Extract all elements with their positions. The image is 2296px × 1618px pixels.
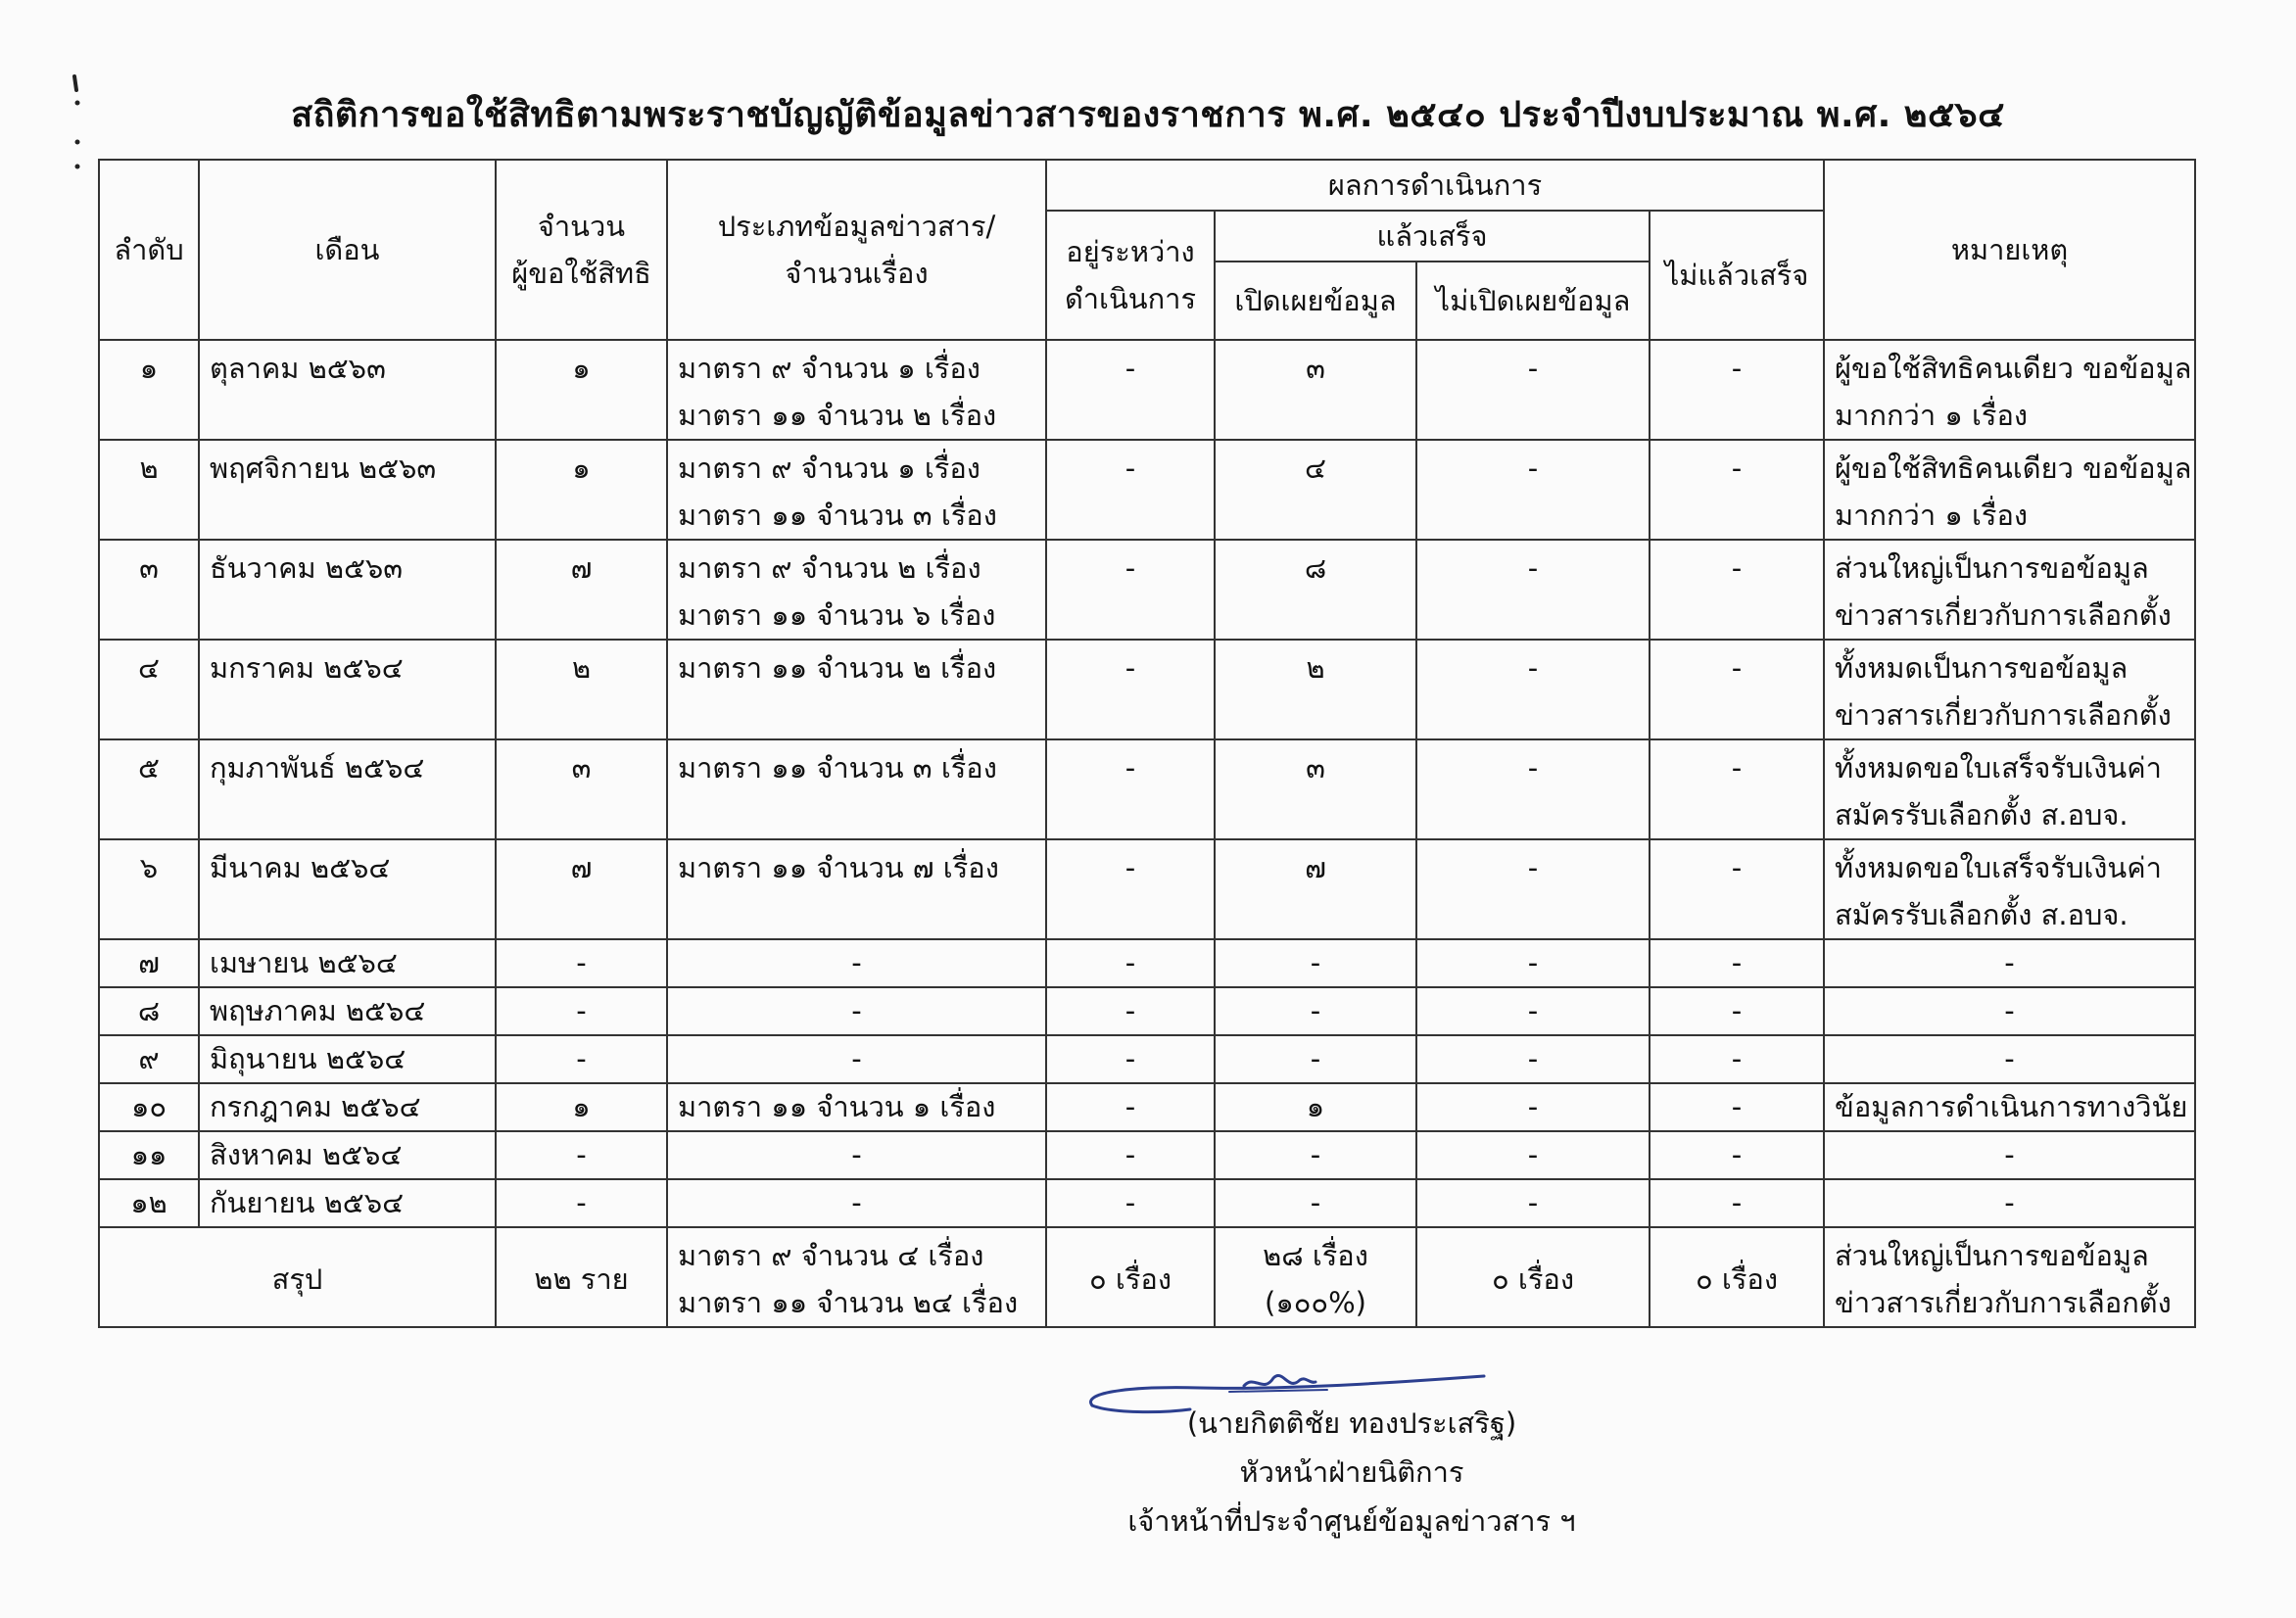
cell-inprogress: - bbox=[1046, 1083, 1215, 1131]
cell-not-done: - bbox=[1650, 839, 1824, 939]
cell-no: ๔ bbox=[99, 640, 199, 739]
cell-not-disclosed: - bbox=[1416, 987, 1650, 1035]
signer-position: หัวหน้าฝ่ายนิติการ bbox=[1239, 1455, 1464, 1489]
cell-count: ๑ bbox=[496, 340, 667, 440]
cell-inprogress: - bbox=[1046, 640, 1215, 739]
cell-remark: ผู้ขอใช้สิทธิคนเดียว ขอข้อมูล มากกว่า ๑ เรื่อง bbox=[1824, 440, 2195, 540]
cell-month: มีนาคม ๒๕๖๔ bbox=[199, 839, 496, 939]
cell-month: ตุลาคม ๒๕๖๓ bbox=[199, 340, 496, 440]
cell-month: เมษายน ๒๕๖๔ bbox=[199, 939, 496, 987]
cell-no: ๑ bbox=[99, 340, 199, 440]
signature-block bbox=[1028, 1399, 1675, 1546]
header-inprogress bbox=[1046, 211, 1215, 340]
cell-count: ๗ bbox=[496, 540, 667, 640]
cell-inprogress: - bbox=[1046, 839, 1215, 939]
cell-not-done: - bbox=[1650, 939, 1824, 987]
cell-remark: - bbox=[1824, 1035, 2195, 1083]
cell-not-done: - bbox=[1650, 440, 1824, 540]
cell-disclosed: - bbox=[1215, 1035, 1416, 1083]
cell-not-disclosed: - bbox=[1416, 739, 1650, 839]
cell-not-disclosed: - bbox=[1416, 340, 1650, 440]
signer-role: เจ้าหน้าที่ประจำศูนย์ข้อมูลข่าวสาร ฯ bbox=[1127, 1504, 1576, 1538]
cell-type: - bbox=[667, 987, 1046, 1035]
summary-type: มาตรา ๙ จำนวน ๔ เรื่อง มาตรา ๑๑ จำนวน ๒๔ เรื่อง bbox=[667, 1227, 1046, 1327]
header-not-disclosed: ไม่เปิดเผยข้อมูล bbox=[1416, 262, 1650, 340]
cell-inprogress: - bbox=[1046, 987, 1215, 1035]
table-row bbox=[99, 1179, 2195, 1227]
statistics-table bbox=[98, 159, 2196, 1328]
cell-disclosed: - bbox=[1215, 939, 1416, 987]
cell-not-done: - bbox=[1650, 1179, 1824, 1227]
cell-not-disclosed: - bbox=[1416, 1131, 1650, 1179]
header-type-line1: ประเภทข้อมูลข่าวสาร/ bbox=[717, 210, 996, 243]
cell-not-disclosed: - bbox=[1416, 540, 1650, 640]
cell-type: - bbox=[667, 1131, 1046, 1179]
cell-count: ๒ bbox=[496, 640, 667, 739]
cell-disclosed: ๓ bbox=[1215, 739, 1416, 839]
cell-remark: - bbox=[1824, 1131, 2195, 1179]
cell-disclosed: - bbox=[1215, 1131, 1416, 1179]
cell-type: มาตรา ๑๑ จำนวน ๗ เรื่อง bbox=[667, 839, 1046, 939]
cell-month: มิถุนายน ๒๕๖๔ bbox=[199, 1035, 496, 1083]
cell-remark: - bbox=[1824, 987, 2195, 1035]
header-not-done: ไม่แล้วเสร็จ bbox=[1650, 211, 1824, 340]
cell-inprogress: - bbox=[1046, 540, 1215, 640]
cell-disclosed: ๑ bbox=[1215, 1083, 1416, 1131]
cell-no: ๑๒ bbox=[99, 1179, 199, 1227]
cell-inprogress: - bbox=[1046, 1035, 1215, 1083]
table-row bbox=[99, 540, 2195, 640]
table-row bbox=[99, 1131, 2195, 1179]
cell-not-disclosed: - bbox=[1416, 1083, 1650, 1131]
cell-remark: ข้อมูลการดำเนินการทางวินัย bbox=[1824, 1083, 2195, 1131]
summary-row bbox=[99, 1227, 2195, 1327]
table-row bbox=[99, 1083, 2195, 1131]
cell-not-disclosed: - bbox=[1416, 839, 1650, 939]
table-row bbox=[99, 640, 2195, 739]
cell-not-done: - bbox=[1650, 1035, 1824, 1083]
cell-type: - bbox=[667, 1035, 1046, 1083]
cell-not-disclosed: - bbox=[1416, 1179, 1650, 1227]
header-inprogress-line2: ดำเนินการ bbox=[1064, 282, 1197, 315]
header-type bbox=[667, 160, 1046, 340]
cell-inprogress: - bbox=[1046, 939, 1215, 987]
summary-remark: ส่วนใหญ่เป็นการขอข้อมูล ข่าวสารเกี่ยวกับการเลือกตั้ง bbox=[1824, 1227, 2195, 1327]
cell-inprogress: - bbox=[1046, 340, 1215, 440]
cell-type: - bbox=[667, 939, 1046, 987]
summary-not-done: ๐ เรื่อง bbox=[1650, 1227, 1824, 1327]
cell-type: มาตรา ๙ จำนวน ๑ เรื่อง มาตรา ๑๑ จำนวน ๒ เรื่อง bbox=[667, 340, 1046, 440]
header-count-line1: จำนวน bbox=[537, 210, 626, 243]
cell-type: มาตรา ๑๑ จำนวน ๒ เรื่อง bbox=[667, 640, 1046, 739]
cell-not-done: - bbox=[1650, 1083, 1824, 1131]
header-done: แล้วเสร็จ bbox=[1215, 211, 1650, 262]
header-result: ผลการดำเนินการ bbox=[1046, 160, 1824, 211]
header-disclosed: เปิดเผยข้อมูล bbox=[1215, 262, 1416, 340]
cell-inprogress: - bbox=[1046, 739, 1215, 839]
cell-inprogress: - bbox=[1046, 1131, 1215, 1179]
header-type-line2: จำนวนเรื่อง bbox=[785, 257, 929, 290]
cell-remark: ทั้งหมดเป็นการขอข้อมูล ข่าวสารเกี่ยวกับการเลือกตั้ง bbox=[1824, 640, 2195, 739]
cell-inprogress: - bbox=[1046, 440, 1215, 540]
cell-disclosed: ๒ bbox=[1215, 640, 1416, 739]
cell-remark: ทั้งหมดขอใบเสร็จรับเงินค่า สมัครรับเลือกตั้ง ส.อบจ. bbox=[1824, 839, 2195, 939]
cell-not-done: - bbox=[1650, 739, 1824, 839]
header-inprogress-line1: อยู่ระหว่าง bbox=[1066, 235, 1195, 268]
summary-count: ๒๒ ราย bbox=[496, 1227, 667, 1327]
summary-not-disclosed: ๐ เรื่อง bbox=[1416, 1227, 1650, 1327]
cell-type: - bbox=[667, 1179, 1046, 1227]
cell-remark: ผู้ขอใช้สิทธิคนเดียว ขอข้อมูล มากกว่า ๑ เรื่อง bbox=[1824, 340, 2195, 440]
cell-month: สิงหาคม ๒๕๖๔ bbox=[199, 1131, 496, 1179]
cell-not-disclosed: - bbox=[1416, 1035, 1650, 1083]
cell-no: ๑๐ bbox=[99, 1083, 199, 1131]
table-row bbox=[99, 987, 2195, 1035]
cell-no: ๙ bbox=[99, 1035, 199, 1083]
cell-count: - bbox=[496, 987, 667, 1035]
table-row bbox=[99, 1035, 2195, 1083]
cell-no: ๑๑ bbox=[99, 1131, 199, 1179]
header-row-1 bbox=[99, 160, 2195, 211]
cell-month: พฤษภาคม ๒๕๖๔ bbox=[199, 987, 496, 1035]
cell-not-disclosed: - bbox=[1416, 640, 1650, 739]
table-row bbox=[99, 739, 2195, 839]
cell-no: ๗ bbox=[99, 939, 199, 987]
cell-disclosed: ๔ bbox=[1215, 440, 1416, 540]
cell-month: กันยายน ๒๕๖๔ bbox=[199, 1179, 496, 1227]
cell-not-done: - bbox=[1650, 640, 1824, 739]
cell-count: ๓ bbox=[496, 739, 667, 839]
cell-remark: ส่วนใหญ่เป็นการขอข้อมูล ข่าวสารเกี่ยวกับการเลือกตั้ง bbox=[1824, 540, 2195, 640]
table-row bbox=[99, 939, 2195, 987]
cell-not-done: - bbox=[1650, 1131, 1824, 1179]
header-remark: หมายเหตุ bbox=[1824, 160, 2195, 340]
cell-count: ๗ bbox=[496, 839, 667, 939]
summary-inprogress: ๐ เรื่อง bbox=[1046, 1227, 1215, 1327]
cell-month: ธันวาคม ๒๕๖๓ bbox=[199, 540, 496, 640]
cell-disclosed: ๘ bbox=[1215, 540, 1416, 640]
cell-month: กรกฎาคม ๒๕๖๔ bbox=[199, 1083, 496, 1131]
header-no: ลำดับ bbox=[99, 160, 199, 340]
cell-disclosed: ๗ bbox=[1215, 839, 1416, 939]
cell-count: - bbox=[496, 1035, 667, 1083]
cell-disclosed: ๓ bbox=[1215, 340, 1416, 440]
cell-no: ๓ bbox=[99, 540, 199, 640]
cell-disclosed: - bbox=[1215, 987, 1416, 1035]
page-title: สถิติการขอใช้สิทธิตามพระราชบัญญัติข้อมูลข่าวสารของราชการ พ.ศ. ๒๕๔๐ ประจำปีงบประมาณ พ.ศ. ๒๕๖๔ bbox=[291, 95, 2005, 135]
cell-remark: ทั้งหมดขอใบเสร็จรับเงินค่า สมัครรับเลือกตั้ง ส.อบจ. bbox=[1824, 739, 2195, 839]
cell-month: มกราคม ๒๕๖๔ bbox=[199, 640, 496, 739]
header-month: เดือน bbox=[199, 160, 496, 340]
cell-type: มาตรา ๑๑ จำนวน ๓ เรื่อง bbox=[667, 739, 1046, 839]
table-row bbox=[99, 340, 2195, 440]
header-count-line2: ผู้ขอใช้สิทธิ bbox=[511, 257, 651, 290]
summary-disclosed: ๒๘ เรื่อง (๑๐๐%) bbox=[1215, 1227, 1416, 1327]
cell-remark: - bbox=[1824, 1179, 2195, 1227]
summary-label: สรุป bbox=[99, 1227, 496, 1327]
cell-not-disclosed: - bbox=[1416, 939, 1650, 987]
cell-count: - bbox=[496, 1131, 667, 1179]
cell-not-done: - bbox=[1650, 540, 1824, 640]
signer-name: (นายกิตติชัย ทองประเสริฐ) bbox=[1186, 1406, 1517, 1440]
cell-no: ๕ bbox=[99, 739, 199, 839]
cell-disclosed: - bbox=[1215, 1179, 1416, 1227]
table-row bbox=[99, 440, 2195, 540]
cell-not-done: - bbox=[1650, 340, 1824, 440]
cell-remark: - bbox=[1824, 939, 2195, 987]
cell-count: ๑ bbox=[496, 440, 667, 540]
cell-inprogress: - bbox=[1046, 1179, 1215, 1227]
cell-type: มาตรา ๙ จำนวน ๑ เรื่อง มาตรา ๑๑ จำนวน ๓ เรื่อง bbox=[667, 440, 1046, 540]
cell-no: ๖ bbox=[99, 839, 199, 939]
cell-no: ๘ bbox=[99, 987, 199, 1035]
cell-type: มาตรา ๑๑ จำนวน ๑ เรื่อง bbox=[667, 1083, 1046, 1131]
table-row bbox=[99, 839, 2195, 939]
cell-no: ๒ bbox=[99, 440, 199, 540]
header-count bbox=[496, 160, 667, 340]
cell-type: มาตรา ๙ จำนวน ๒ เรื่อง มาตรา ๑๑ จำนวน ๖ เรื่อง bbox=[667, 540, 1046, 640]
cell-month: กุมภาพันธ์ ๒๕๖๔ bbox=[199, 739, 496, 839]
cell-month: พฤศจิกายน ๒๕๖๓ bbox=[199, 440, 496, 540]
cell-not-disclosed: - bbox=[1416, 440, 1650, 540]
cell-count: - bbox=[496, 939, 667, 987]
cell-count: ๑ bbox=[496, 1083, 667, 1131]
cell-count: - bbox=[496, 1179, 667, 1227]
cell-not-done: - bbox=[1650, 987, 1824, 1035]
